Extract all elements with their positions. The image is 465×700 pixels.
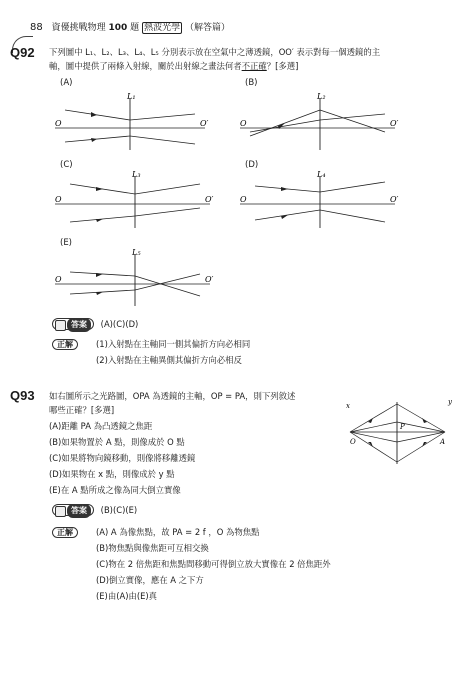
option-b-label: (B): [245, 78, 258, 88]
book-icon: [55, 506, 66, 517]
lens-l2-label: L₂: [317, 92, 326, 101]
q93-option-c: (C)如果將物向鏡移動，則像將移離透鏡: [49, 453, 196, 463]
axis-op-label: O′: [205, 195, 214, 204]
figure-option-c: [55, 168, 220, 230]
answer-badge: 答案: [52, 318, 94, 330]
q92-number: Q92: [10, 45, 35, 60]
q93-stem-line2: 哪些正確？[多選]: [49, 405, 115, 415]
q93-explain-4: (D)倒立實像，應在 A 之下方: [96, 575, 204, 585]
q93-answer: (B)(C)(E): [100, 505, 138, 515]
axis-o-label: O: [55, 275, 62, 284]
point-y-label: y: [448, 398, 452, 406]
book-icon: [55, 320, 66, 331]
q93-option-b: (B)如果物置於 A 點，則像成於 O 點: [49, 437, 185, 447]
q92-answer: (A)(C)(D): [100, 319, 139, 329]
series-count: 100: [108, 23, 128, 33]
q92-stem-line2: 軸，圖中提供了兩條入射線，關於出射線之畫法何者不正確？[多選]: [49, 61, 299, 71]
figure-option-b: [240, 90, 405, 152]
axis-op-label: O′: [390, 195, 399, 204]
lens-l1-label: L₁: [127, 92, 136, 101]
axis-op-label: O′: [200, 119, 209, 128]
lens-l3-label: L₃: [132, 170, 141, 179]
option-e-label: (E): [60, 238, 73, 248]
figure-option-d: [240, 168, 405, 230]
q93-answer-row: [52, 504, 137, 518]
q93-explain-3: (C)物在 2 倍焦距和焦點間移動可得倒立放大實像在 2 倍焦距外: [96, 559, 331, 569]
axis-op-label: O′: [390, 119, 399, 128]
lens-l4-label: L₄: [317, 170, 326, 179]
answer-badge: 答案: [52, 504, 94, 516]
series-title: 資優挑戰物理: [51, 23, 106, 33]
q92-answer-row: [52, 318, 138, 332]
figure-option-e: [55, 246, 220, 308]
q92-stem-line1: 下列圖中 L₁、L₂、L₃、L₄、L₅ 分別表示放在空氣中之薄透鏡，OO′ 表示對每一個透鏡的主: [49, 47, 381, 57]
q93-stem-line1: 如右圖所示之光路圖，OPA 為透鏡的主軸，OP = PA，則下列敘述: [49, 391, 296, 401]
figure-option-a: [55, 90, 215, 152]
axis-op-label: O′: [205, 275, 214, 284]
series-unit: 題: [130, 23, 140, 33]
q93-explain-2: (B)物焦點與像焦距可互相交換: [96, 543, 209, 553]
option-c-label: (C): [60, 160, 73, 170]
lens-l5-label: L₅: [132, 248, 141, 257]
q93-explain-1: (A) A 為像焦點，故 PA = 2 f ，O 為物焦點: [96, 527, 260, 537]
q93-option-a: (A)距離 PA 為凸透鏡之焦距: [49, 421, 153, 431]
axis-o-label: O: [240, 119, 247, 128]
axis-o-label: O: [55, 119, 62, 128]
page-header: [30, 20, 230, 33]
topic-label: 熱波光學: [144, 23, 181, 33]
q93-explain-5: (E)由(A)由(E)真: [96, 591, 158, 601]
option-a-label: (A): [60, 78, 73, 88]
page-number: 88: [30, 22, 43, 33]
point-o-label: O: [350, 438, 356, 446]
point-a-label: A: [440, 438, 446, 446]
q93-option-e: (E)在 A 點所成之像為同大倒立實像: [49, 485, 181, 495]
q92-explain-2: (2)入射點在主軸異側其偏折方向必相反: [96, 355, 242, 365]
q93-option-d: (D)如果物在 x 點，則像成於 y 點: [49, 469, 175, 479]
q92-explain-1: (1)入射點在主軸同一側其偏折方向必相同: [96, 339, 251, 349]
q93-number: Q93: [10, 388, 35, 403]
point-p-label: P: [400, 423, 405, 431]
axis-o-label: O: [240, 195, 247, 204]
axis-o-label: O: [55, 195, 62, 204]
q92-explain-badge: 正解: [52, 338, 78, 351]
point-x-label: x: [346, 402, 350, 410]
edition-label: （解答篇）: [184, 23, 230, 33]
q93-explain-badge: 正解: [52, 526, 78, 539]
q93-figure: [340, 392, 458, 470]
option-d-label: (D): [245, 160, 259, 170]
